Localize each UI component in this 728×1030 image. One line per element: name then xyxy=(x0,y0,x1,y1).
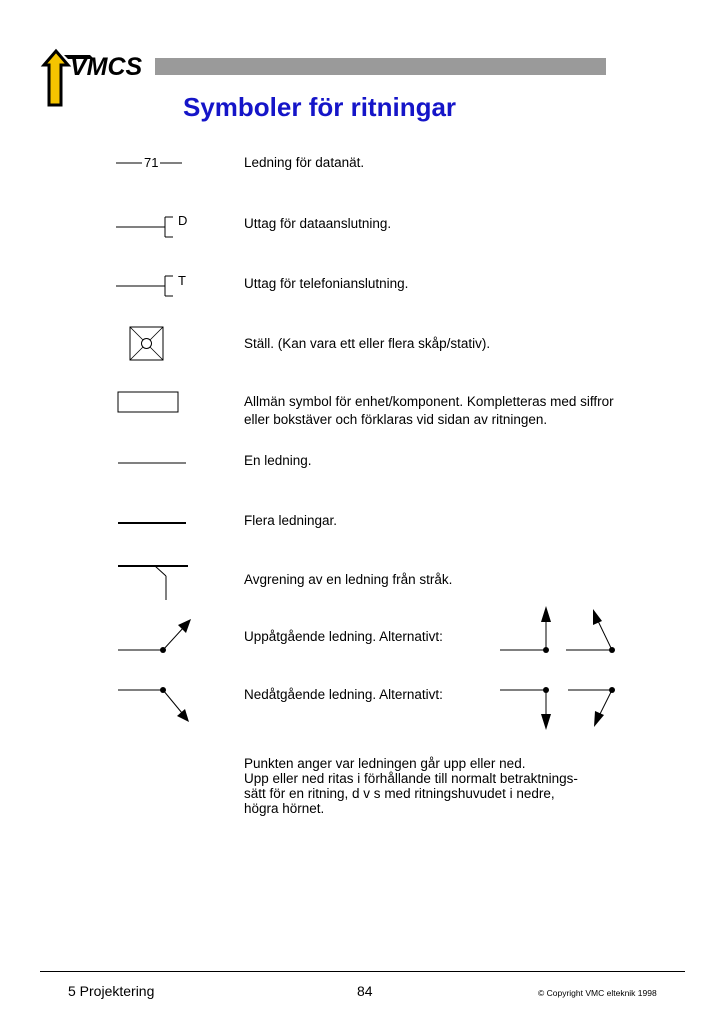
footer-divider xyxy=(40,971,685,972)
description-general-unit-line2: eller bokstäver och förklaras vid sidan av ritningen. xyxy=(244,412,548,427)
page-title: Symboler för ritningar xyxy=(183,92,457,122)
symbol-label-d: D xyxy=(178,213,188,228)
description-multiple-lines: Flera ledningar. xyxy=(244,513,338,528)
description-rack: Ställ. (Kan vara ett eller flera skåp/stativ). xyxy=(244,336,491,351)
symbol-branch xyxy=(110,550,230,610)
note-line-1: Punkten anger var ledningen går upp eller ned. xyxy=(244,756,526,771)
description-upward-line: Uppåtgående ledning. Alternativt: xyxy=(244,629,443,644)
symbol-upward-alternatives xyxy=(490,600,630,680)
symbol-downward-line xyxy=(110,672,230,732)
note-line-4: högra hörnet. xyxy=(244,801,325,816)
symbol-rack xyxy=(110,315,230,375)
note-line-3: sätt för en ritning, d v s med ritningshuvudet i nedre, xyxy=(244,786,555,801)
description-downward-line: Nedåtgående ledning. Alternativt: xyxy=(244,687,443,702)
symbol-label-71: 71 xyxy=(144,155,159,170)
symbol-downward-alternatives xyxy=(490,670,630,750)
symbol-data-network-line xyxy=(110,135,230,195)
vmcs-logo xyxy=(30,45,160,120)
symbol-single-line xyxy=(110,433,230,493)
footer-section: 5 Projektering xyxy=(68,983,155,999)
symbol-general-unit xyxy=(110,375,230,435)
description-branch: Avgrening av en ledning från stråk. xyxy=(244,572,453,587)
logo-text: VMCS xyxy=(70,53,143,81)
note-line-2: Upp eller ned ritas i förhållande till normalt betraktnings- xyxy=(244,771,578,786)
symbol-data-outlet xyxy=(110,195,230,255)
description-data-outlet: Uttag för dataanslutning. xyxy=(244,216,392,231)
footer-copyright: © Copyright VMC elteknik 1998 xyxy=(538,988,657,998)
header-bar xyxy=(155,58,606,75)
description-telephone-outlet: Uttag för telefonianslutning. xyxy=(244,276,409,291)
logo-arrow-icon xyxy=(44,51,68,105)
symbol-upward-line xyxy=(110,610,230,670)
description-single-line: En ledning. xyxy=(244,453,312,468)
description-general-unit-line1: Allmän symbol för enhet/komponent. Kompletteras med siffror xyxy=(244,394,614,409)
footer-page-number: 84 xyxy=(357,983,373,999)
symbol-telephone-outlet xyxy=(110,255,230,315)
description-data-network-line: Ledning för datanät. xyxy=(244,155,365,170)
symbol-multiple-lines xyxy=(110,493,230,553)
symbol-label-t: T xyxy=(178,273,186,288)
